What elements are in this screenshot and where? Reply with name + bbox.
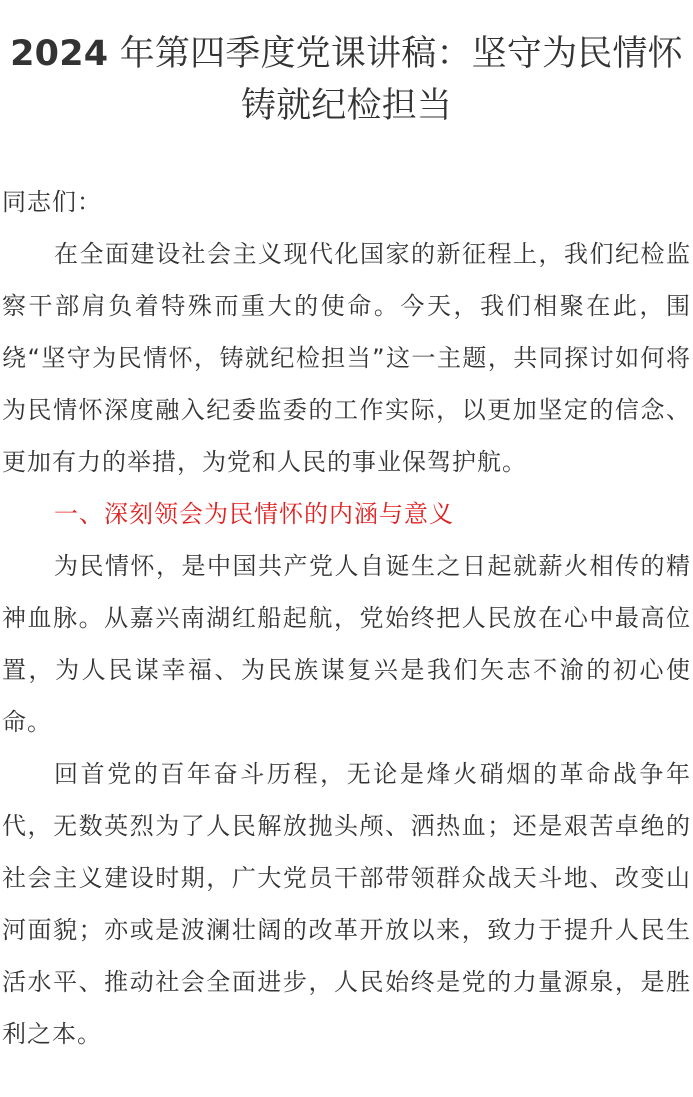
body-paragraph: 为民情怀，是中国共产党人自诞生之日起就薪火相传的精神血脉。从嘉兴南湖红船起航，党始终把人民放在心中最高位置，为人民谋幸福、为民族谋复兴是我们矢志不渝的初心使命。 [2, 552, 691, 736]
greeting: 同志们： [2, 188, 102, 216]
intro-paragraph: 在全面建设社会主义现代化国家的新征程上，我们纪检监察干部肩负着特殊而重大的使命。今天，我们相聚在此，围绕“坚守为民情怀，铸就纪检担当”这一主题，共同探讨如何将为民情怀深度融入纪委监委的工作实际，以更加坚定的信念、更加有力的举措，为党和人民的事业保驾护航。 [2, 240, 691, 476]
document-body [0, 176, 693, 1060]
body-paragraph: 回首党的百年奋斗历程，无论是烽火硝烟的革命战争年代，无数英烈为了人民解放抛头颅、洒热血；还是艰苦卓绝的社会主义建设时期，广大党员干部带领群众战天斗地、改变山河面貌；亦或是波澜壮阔的改革开放以来，致力于提升人民生活水平、推动社会全面进步，人民始终是党的力量源泉，是胜利之本。 [2, 760, 691, 1048]
title-line2: 铸就纪检担当 [240, 86, 453, 126]
title-year: 2024 [10, 34, 109, 74]
document-title [0, 28, 693, 132]
section-heading: 一、深刻领会为民情怀的内涵与意义 [54, 500, 454, 528]
title-line1: 年第四季度党课讲稿：坚守为民情怀 [108, 34, 683, 74]
